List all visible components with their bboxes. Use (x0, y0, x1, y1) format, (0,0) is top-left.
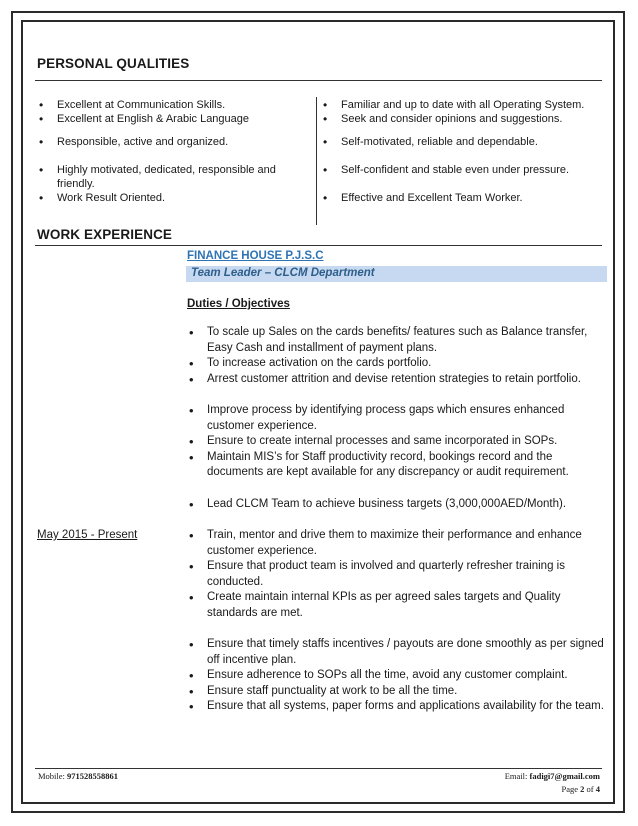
list-item: • Highly motivated, dedicated, responsible and friendly. (37, 163, 297, 191)
footer-mobile (38, 771, 118, 781)
list-item: • Create maintain internal KPIs as per agreed sales targets and Quality standards are met. (187, 590, 607, 621)
list-item: • Seek and consider opinions and suggestions. (321, 112, 606, 126)
job-title: Team Leader – CLCM Department (191, 267, 375, 279)
list-item: • Self-motivated, reliable and dependable. (321, 135, 606, 149)
list-item: • Responsible, active and organized. (37, 135, 297, 149)
list-item: • Arrest customer attrition and devise retention strategies to retain portfolio. (187, 372, 607, 388)
list-item: • Ensure that all systems, paper forms and applications availability for the team. (187, 699, 607, 715)
list-item: • Ensure adherence to SOPs all the time, avoid any customer complaint. (187, 668, 607, 684)
work-experience-heading: WORK EXPERIENCE (37, 227, 173, 242)
list-item: • Ensure to create internal processes and same incorporated in SOPs. (187, 434, 607, 450)
email-label: Email: (504, 771, 528, 781)
company-name: FINANCE HOUSE P.J.S.C (187, 250, 324, 262)
duties-list (187, 325, 607, 715)
list-item: • Excellent at Communication Skills. (37, 98, 297, 112)
list-item: • To scale up Sales on the cards benefits/ features such as Balance transfer, Easy Cash and installment of payment plans. (187, 325, 607, 356)
mobile-number: 971528558861 (67, 771, 119, 781)
list-item: • Maintain MIS’s for Staff productivity record, bookings record and the documents are kept available for any discrepancy or audit requirement. (187, 450, 607, 481)
employment-date-range: May 2015 - Present (37, 529, 138, 541)
page-of: of (586, 784, 594, 794)
qualities-right-column (321, 98, 606, 205)
list-item: • Self-confident and stable even under pressure. (321, 163, 606, 177)
duties-heading: Duties / Objectives (187, 298, 290, 310)
page-label: Page (561, 784, 579, 794)
list-item: • Familiar and up to date with all Operating System. (321, 98, 606, 112)
list-item: • Excellent at English & Arabic Language (37, 112, 297, 126)
personal-qualities-heading: PERSONAL QUALITIES (37, 56, 190, 71)
email-address: fadigi7@gmail.com (529, 771, 600, 781)
list-item: • Work Result Oriented. (37, 191, 297, 205)
footer-divider (35, 768, 602, 769)
list-item: • Ensure that product team is involved and quarterly refresher training is conducted. (187, 559, 607, 590)
page-total: 4 (595, 784, 600, 794)
list-item: • Effective and Excellent Team Worker. (321, 191, 606, 205)
section-divider (35, 245, 602, 246)
page-number (562, 784, 601, 794)
list-item: • Ensure that timely staffs incentives / payouts are done smoothly as per signed off incentive plan. (187, 637, 607, 668)
qualities-left-column (37, 98, 297, 205)
list-item: • Ensure staff punctuality at work to be all the time. (187, 684, 607, 700)
list-item: • To increase activation on the cards portfolio. (187, 356, 607, 372)
column-divider (316, 97, 317, 225)
mobile-label: Mobile: (38, 771, 65, 781)
section-divider (35, 80, 602, 81)
list-item: • Improve process by identifying process gaps which ensures enhanced customer experience. (187, 403, 607, 434)
list-item: • Lead CLCM Team to achieve business targets (3,000,000AED/Month). (187, 497, 607, 513)
list-item: • Train, mentor and drive them to maximize their performance and enhance customer experience. (187, 528, 607, 559)
footer-email (505, 771, 600, 781)
page-current: 2 (580, 784, 585, 794)
